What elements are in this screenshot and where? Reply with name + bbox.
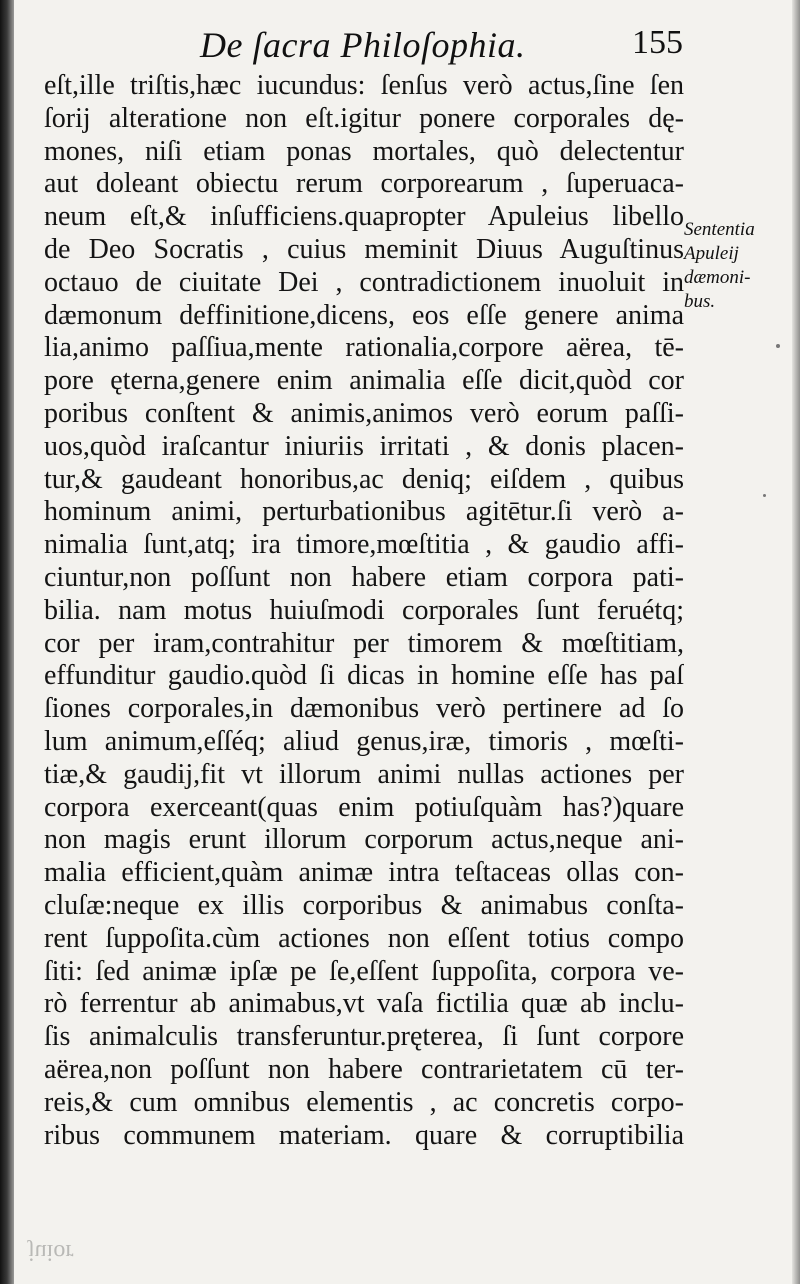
text-line: aut doleant obiectu rerum corporearum , ſuperuaca-: [44, 168, 684, 200]
margin-note-line: Apuleij: [684, 243, 739, 264]
text-line: cluſæ:neque ex illis corporibus & animabus conſta-: [44, 889, 684, 921]
paper-speck: [763, 494, 766, 497]
paper-speck: [776, 344, 780, 348]
text-line: octauo de ciuitate Dei , contradictionem inuoluit in: [44, 266, 684, 298]
margin-note: [684, 218, 794, 314]
text-line: hominum animi, perturbationibus agitētur.ſi verò a-: [44, 496, 684, 528]
text-line: effunditur gaudio.quòd ſi dicas in homine eſſe has paſ: [44, 660, 684, 692]
margin-note-line: dæmoni-: [684, 267, 751, 288]
margin-note-line: Sententia: [684, 219, 755, 240]
text-line: ſorij alteratione non eſt.igitur ponere corporales dę-: [44, 102, 684, 134]
text-line: bilia. nam motus huiuſmodi corporales ſunt feruétq;: [44, 594, 684, 626]
text-line: dæmonum deffinitione,dicens, eos eſſe genere anima: [44, 299, 684, 331]
text-line: uos,quòd iraſcantur iniuriis irritati , & donis placen-: [44, 430, 684, 462]
text-line: poribus conſtent & animis,animos verò eorum paſſi-: [44, 397, 684, 429]
text-line: neum eſt,& inſufficiens.quapropter Apuleius libello: [44, 201, 684, 233]
book-spine-shadow: [0, 0, 14, 1284]
page-edge: [792, 0, 800, 1284]
body-text: [44, 70, 684, 1152]
text-line: nimalia ſunt,atq; ira timore,mœſtitia , & gaudio affi-: [44, 529, 684, 561]
text-line: tur,& gaudeant honoribus,ac deniq; eiſdem , quibus: [44, 463, 684, 495]
text-line: eſt,ille triſtis,hæc iucundus: ſenſus verò actus,ſine ſen: [44, 70, 684, 101]
margin-note-line: bus.: [684, 291, 716, 312]
text-line: mones, niſi etiam ponas mortales, quò delectentur: [44, 135, 684, 167]
text-line: lia,animo paſſiua,mente rationalia,corpore aërea, tē-: [44, 332, 684, 364]
running-title: De ſacra Philoſophia.: [200, 25, 526, 65]
text-line: malia efficient,quàm animæ intra teſtaceas ollas con-: [44, 857, 684, 889]
text-line: corpora exerceant(quas enim potiuſquàm has?)quare: [44, 791, 684, 823]
text-line: ſiti: ſed animæ ipſæ pe ſe,eſſent ſuppoſita, corpora ve-: [44, 955, 684, 987]
text-line: pore ęterna,genere enim animalia eſſe dicit,quòd cor: [44, 365, 684, 397]
text-line: aërea,non poſſunt non habere contrarietatem cū ter-: [44, 1053, 684, 1085]
text-line: ſiones corporales,in dæmonibus verò pertinere ad ſo: [44, 693, 684, 725]
text-line: cor per iram,contrahitur per timorem & mœſtitiam,: [44, 627, 684, 659]
page-header: [0, 18, 800, 78]
text-line: reis,& cum omnibus elementis , ac concretis corpo-: [44, 1086, 684, 1118]
text-line: ribus communem materiam. quare & corruptibilia: [44, 1119, 684, 1151]
text-line: rò ferrentur ab animabus,vt vaſa fictilia quæ ab inclu-: [44, 988, 684, 1020]
text-line: ciuntur,non poſſunt non habere etiam corpora pati-: [44, 561, 684, 593]
text-line: rent ſuppoſita.cùm actiones non eſſent totius compo: [44, 922, 684, 954]
show-through-text: juior: [28, 1239, 74, 1265]
text-line: de Deo Socratis , cuius meminit Diuus Auguſtinus: [44, 233, 684, 265]
page-number: 155: [632, 24, 683, 61]
text-line: tiæ,& gaudij,fit vt illorum animi nullas actiones per: [44, 758, 684, 790]
text-line: lum animum,eſſéq; aliud genus,iræ, timoris , mœſti-: [44, 725, 684, 757]
text-line: non magis erunt illorum corporum actus,neque ani-: [44, 824, 684, 856]
text-line: ſis animalculis transferuntur.pręterea, ſi ſunt corpore: [44, 1021, 684, 1053]
